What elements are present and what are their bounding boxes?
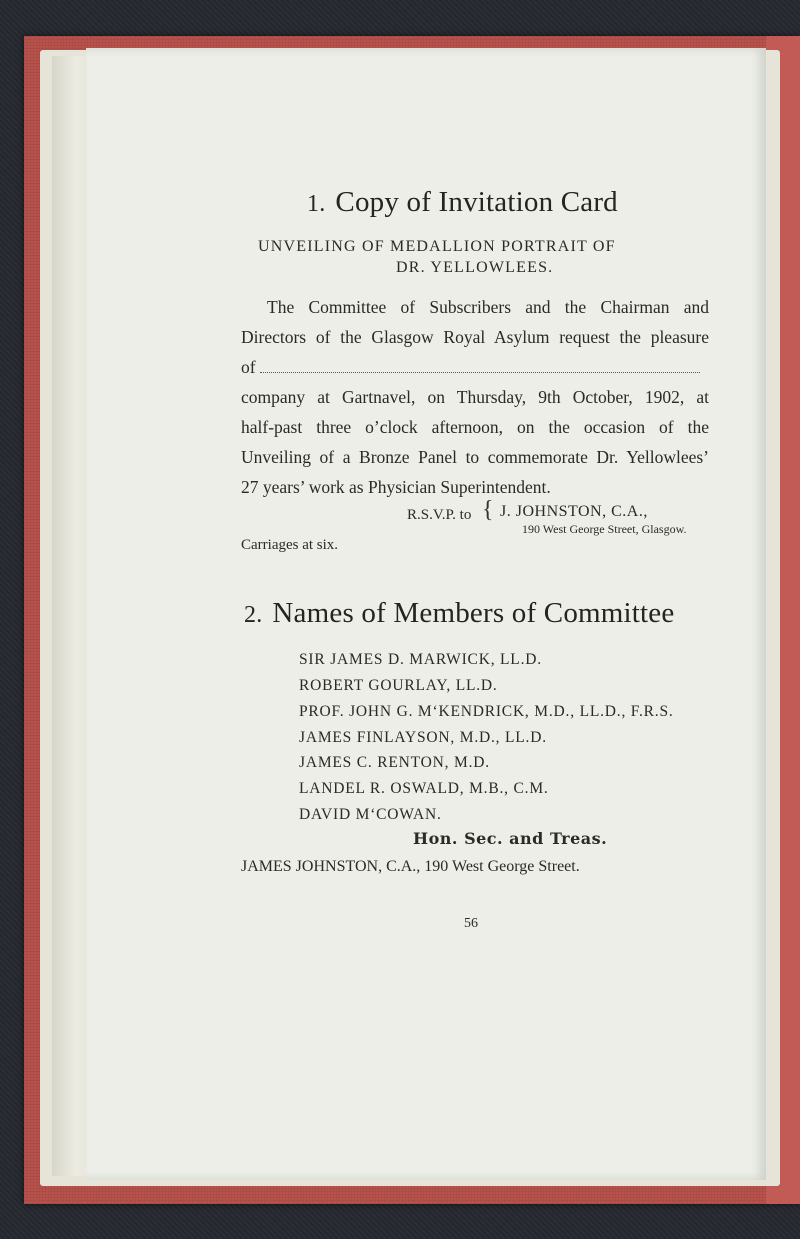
invitation-line: of bbox=[241, 357, 256, 377]
invitation-line: half-past three o’clock afternoon, on the occasion of the bbox=[241, 417, 709, 437]
invitation-line: 27 years’ work as Physician Superintendent. bbox=[241, 477, 551, 497]
committee-member: JAMES FINLAYSON, M.D., LL.D. bbox=[299, 729, 547, 746]
invitation-line: Directors of the Glasgow Royal Asylum request the pleasure bbox=[241, 327, 709, 347]
name-blank-line bbox=[260, 360, 700, 373]
committee-member: ROBERT GOURLAY, LL.D. bbox=[299, 677, 498, 694]
committee-member: LANDEL R. OSWALD, M.B., C.M. bbox=[299, 780, 549, 797]
section-1-number: 1. bbox=[307, 191, 326, 217]
section-1-subtitle-line2: DR. YELLOWLEES. bbox=[396, 259, 554, 276]
invitation-line: The Committee of Subscribers and the Chairman and bbox=[267, 297, 709, 317]
section-2-number: 2. bbox=[244, 602, 263, 628]
invitation-line: company at Gartnavel, on Thursday, 9th October, 1902, at bbox=[241, 387, 709, 407]
committee-member: PROF. JOHN G. M‘KENDRICK, M.D., LL.D., F.R.S. bbox=[299, 703, 674, 720]
committee-member: JAMES C. RENTON, M.D. bbox=[299, 754, 490, 771]
section-1-heading bbox=[307, 186, 618, 219]
rsvp-address: 190 West George Street, Glasgow. bbox=[522, 522, 687, 536]
invitation-line-blank bbox=[241, 352, 709, 382]
committee-member: SIR JAMES D. MARWICK, LL.D. bbox=[299, 651, 542, 668]
invitation-body bbox=[241, 292, 709, 502]
section-2-title: Names of Members of Committee bbox=[272, 597, 675, 629]
treasurer-line: JAMES JOHNSTON, C.A., 190 West George Street. bbox=[241, 858, 580, 875]
rsvp-name: J. JOHNSTON, C.A., bbox=[500, 503, 648, 520]
page-number: 56 bbox=[464, 916, 478, 931]
section-1-title: Copy of Invitation Card bbox=[335, 186, 618, 218]
carriages-note: Carriages at six. bbox=[241, 537, 339, 553]
office-heading: Hon. Sec. and Treas. bbox=[413, 829, 608, 848]
invitation-line: Unveiling of a Bronze Panel to commemorate Dr. Yellowlees’ bbox=[241, 447, 709, 467]
brace-symbol: { bbox=[482, 497, 494, 523]
rsvp-label: R.S.V.P. to bbox=[407, 507, 472, 523]
section-1-subtitle-line1: UNVEILING OF MEDALLION PORTRAIT OF bbox=[258, 238, 616, 255]
section-2-heading bbox=[244, 597, 674, 630]
committee-member: DAVID M‘COWAN. bbox=[299, 806, 442, 823]
